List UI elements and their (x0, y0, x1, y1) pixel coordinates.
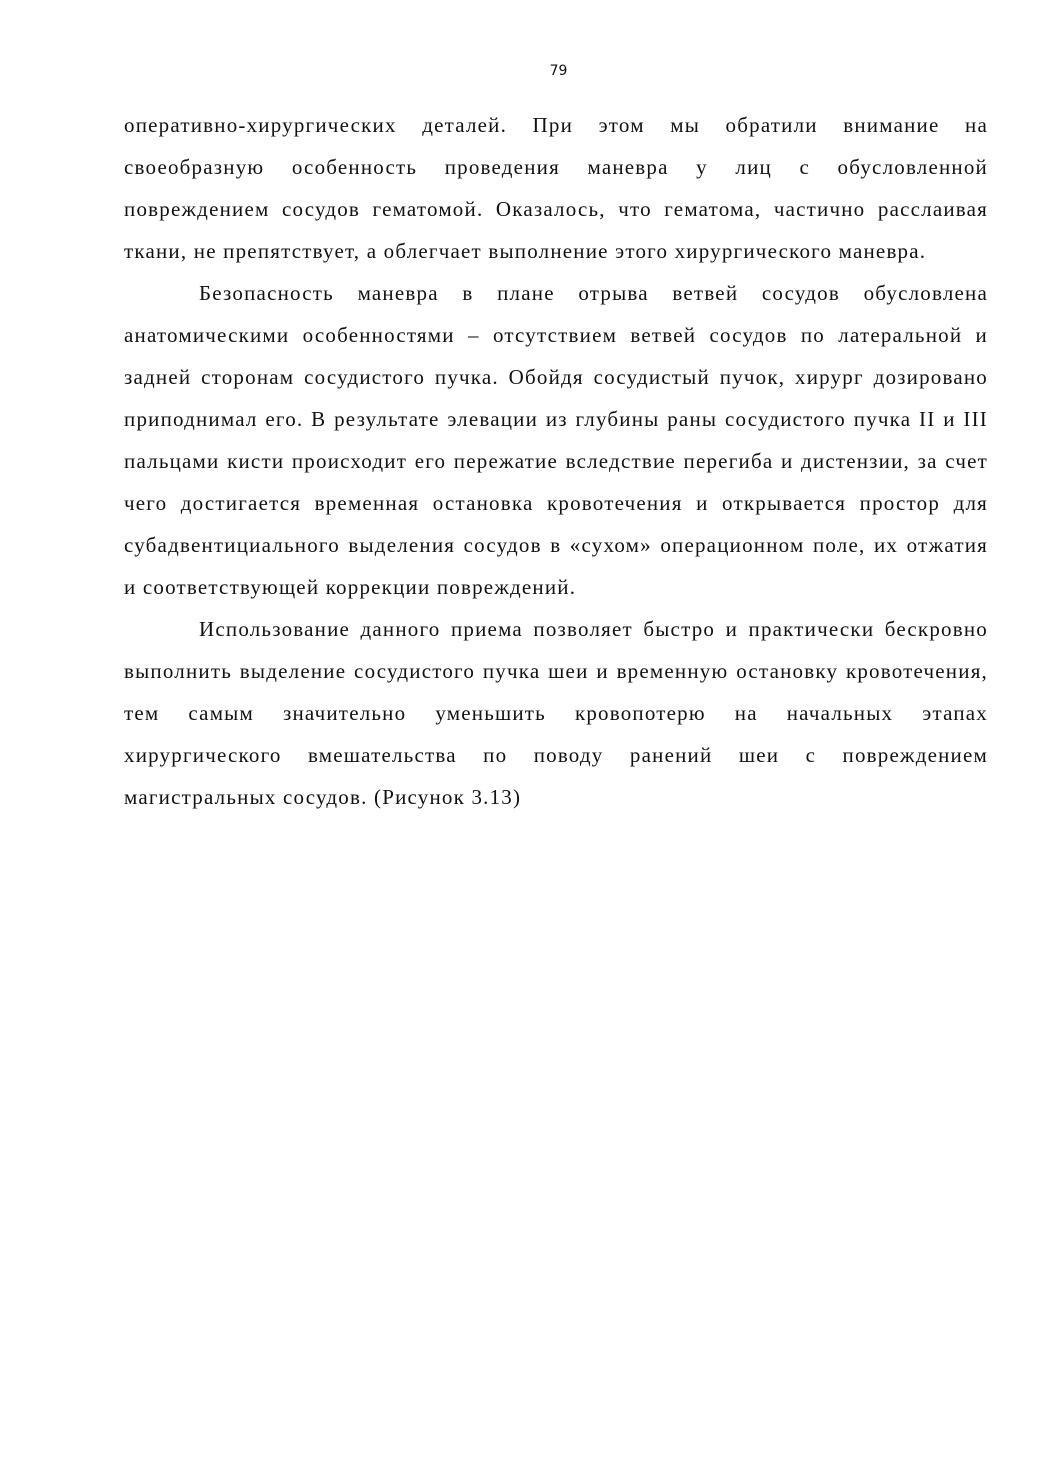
body-text (124, 104, 988, 818)
paragraph-continuation: оперативно-хирургических деталей. При этом мы обратили внимание на своеобразную особенность проведения маневра у лиц с обусловленной повреждением сосудов гематомой. Оказалось, что гематома, частично расслаивая ткани, не препятствует, а облегчает выполнение этого хирургического маневра. (124, 113, 988, 263)
page-number: 79 (549, 63, 568, 79)
paragraph-maneuver-safety: Безопасность маневра в плане отрыва ветвей сосудов обусловлена анатомическими особенностями – отсутствием ветвей сосудов по латеральной и задней сторонам сосудистого пучка. Обойдя сосудистый пучок, хирург дозировано приподнимал его. В результате элевации из глубины раны сосудистого пучка II и III пальцами кисти происходит его пережатие вследствие перегиба и дистензии, за счет чего достигается временная остановка кровотечения и открывается простор для субадвентициального выделения сосудов в «сухом» операционном поле, их отжатия и соответствующей коррекции повреждений. (124, 281, 988, 599)
paragraph-technique-usage: Использование данного приема позволяет быстро и практически бескровно выполнить выделение сосудистого пучка шеи и временную остановку кровотечения, тем самым значительно уменьшить кровопотерю на начальных этапах хирургического вмешательства по поводу ранений шеи с повреждением магистральных сосудов. (Рисунок 3.13) (124, 617, 988, 809)
